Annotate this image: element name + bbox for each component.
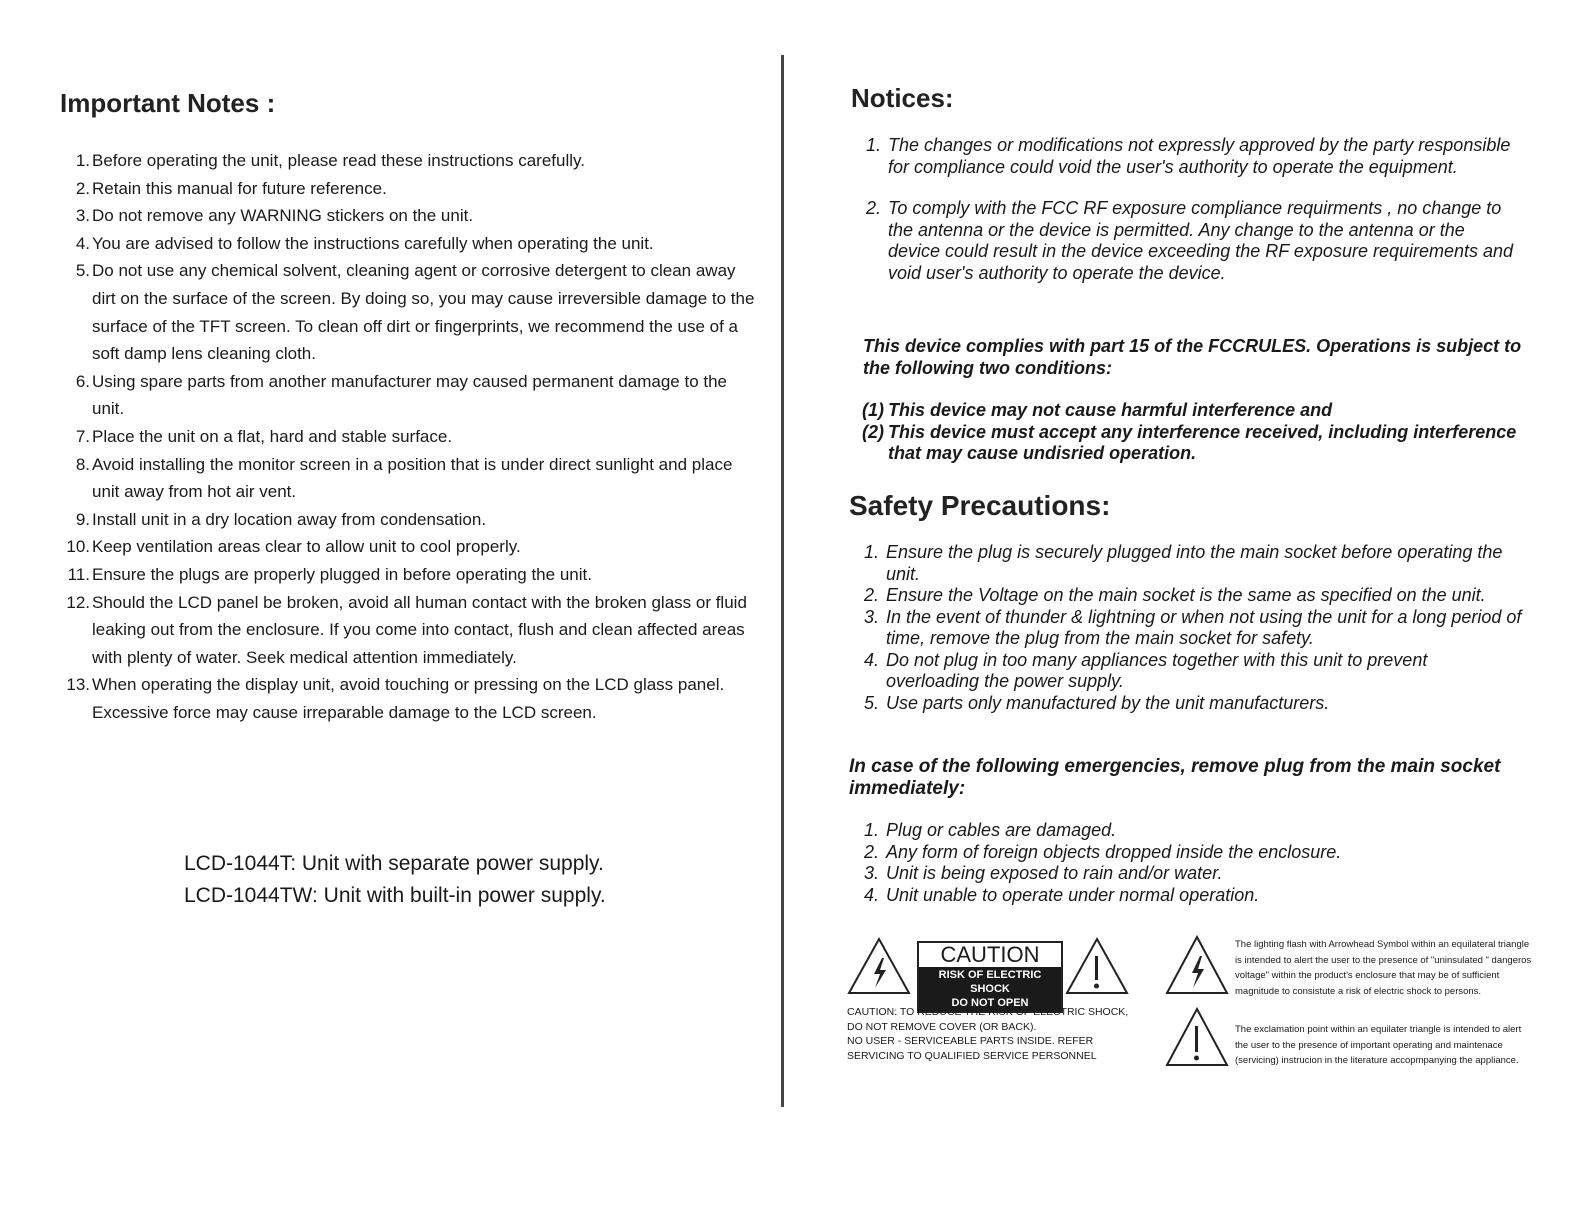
model-1: LCD-1044T: Unit with separate power supply.: [184, 852, 604, 875]
item-number: 6.: [75, 371, 90, 391]
caution-line: SERVICING TO QUALIFIED SERVICE PERSONNEL: [847, 1049, 1097, 1062]
item-text: When operating the display unit, avoid touching or pressing on the LCD glass panel. Excessive force may cause irreparable damage to the LCD screen.: [92, 675, 725, 722]
note-item: [62, 175, 762, 203]
notices-list: [866, 135, 1516, 284]
item-number: 1.: [864, 542, 880, 562]
note-item: [62, 451, 762, 506]
caution-label: [917, 941, 1063, 1013]
item-text: Ensure the Voltage on the main socket is the same as specified on the unit.: [886, 585, 1486, 605]
item-text: Use parts only manufactured by the unit manufacturers.: [886, 692, 1330, 713]
lightning-triangle-icon: [846, 936, 912, 996]
item-text: Unit is being exposed to rain and/or water.: [886, 863, 1223, 883]
emergency-item: [864, 885, 1524, 907]
emergency-item: [864, 863, 1524, 885]
item-number: 4.: [864, 884, 880, 905]
emergency-item: [864, 820, 1524, 842]
item-text: Keep ventilation areas clear to allow unit to cool properly.: [92, 537, 521, 557]
note-item: [62, 202, 762, 230]
note-item: [62, 561, 762, 589]
item-text: Before operating the unit, please read these instructions carefully.: [92, 151, 585, 170]
lightning-symbol-text: The lighting flash with Arrowhead Symbol within an equilateral triangle is intended to alert the user to the presence of "uninsulated " dangeros voltage" within the product's enclosure that may be of sufficient magnitude to consistute a risk of electric shock to persons.: [1235, 939, 1532, 997]
notice-item: [866, 135, 1516, 178]
item-text: Do not plug in too many appliances together with this unit to prevent overloading the power supply.: [886, 649, 1428, 691]
item-number: 12.: [66, 592, 90, 612]
item-number: 2.: [864, 585, 880, 605]
page-divider: [781, 55, 784, 1107]
conditions-list: [862, 400, 1522, 465]
caution-sub2: DO NOT OPEN: [951, 997, 1029, 1009]
safety-item: [864, 693, 1524, 715]
item-text: The changes or modifications not expressly approved by the party responsible for compliance could void the user's authority to operate the equipment.: [888, 135, 1511, 177]
item-text: Do not use any chemical solvent, cleaning agent or corrosive detergent to clean away dirt on the surface of the screen. By doing so, you may cause irreversible damage to the surface of the TFT screen. To clean off dirt or fingerprints, we recommend the use of a soft damp lens cleaning cloth.: [92, 261, 755, 364]
lightning-triangle-icon: [1164, 934, 1230, 996]
item-number: 8.: [75, 454, 90, 474]
item-number: 5.: [864, 692, 880, 713]
item-number: 4.: [75, 233, 90, 253]
item-text: Place the unit on a flat, hard and stable surface.: [92, 426, 453, 446]
item-number: 2.: [75, 178, 90, 198]
item-number: (1): [862, 400, 884, 420]
item-text: Install unit in a dry location away from condensation.: [92, 509, 487, 529]
note-item: [62, 230, 762, 258]
note-item: [62, 368, 762, 423]
fcc-statement: This device complies with part 15 of the FCCRULES. Operations is subject to the following two conditions:: [863, 336, 1522, 378]
item-number: 1.: [75, 151, 90, 170]
caution-line: NO USER - SERVICEABLE PARTS INSIDE. REFER: [847, 1035, 1094, 1047]
exclamation-triangle-icon: [1064, 936, 1130, 996]
item-number: 5.: [75, 261, 90, 281]
caution-line: CAUTION: TO REDUCE THE RISK OF ELECTRIC SHOCK,: [847, 1006, 1129, 1018]
safety-list: [864, 542, 1524, 714]
item-text: Plug or cables are damaged.: [886, 820, 1117, 840]
exclamation-symbol-text: The exclamation point within an equilater triangle is intended to alert the user to the presence of important operating and maintenace (servicing) instrucion in the literature accopmpanying the appliance.: [1235, 1024, 1522, 1066]
notice-item: [866, 198, 1516, 284]
caution-line: DO NOT REMOVE COVER (OR BACK).: [847, 1020, 1037, 1033]
notices-title: Notices:: [851, 83, 954, 113]
caution-sub1: RISK OF ELECTRIC SHOCK: [938, 969, 1042, 995]
item-text: This device may not cause harmful interference and: [888, 400, 1333, 420]
item-number: 13.: [66, 675, 90, 695]
item-number: 4.: [864, 649, 880, 670]
caution-text: [847, 1005, 1128, 1063]
condition-item: [862, 400, 1522, 422]
item-number: 3.: [75, 206, 90, 226]
item-number: 1.: [864, 820, 880, 840]
item-text: Do not remove any WARNING stickers on the unit.: [92, 206, 474, 226]
exclamation-triangle-icon: [1164, 1006, 1230, 1068]
safety-title: Safety Precautions:: [849, 490, 1111, 521]
item-number: 9.: [75, 509, 90, 529]
item-number: 2.: [864, 841, 880, 862]
item-text: Should the LCD panel be broken, avoid all human contact with the broken glass or fluid leaking out from the enclosure. If you come into contact, flush and clean affected areas with plenty of water. Seek medical attention immediately.: [92, 592, 747, 667]
item-text: Using spare parts from another manufacturer may caused permanent damage to the unit.: [92, 371, 728, 419]
item-text: This device must accept any interference received, including interference that may cause undisried operation.: [888, 421, 1517, 463]
item-text: In the event of thunder & lightning or when not using the unit for a long period of time, remove the plug from the main socket for safety.: [886, 606, 1522, 648]
emergency-title: In case of the following emergencies, remove plug from the main socket immediately:: [849, 756, 1501, 799]
item-number: 2.: [866, 198, 882, 218]
item-text: Any form of foreign objects dropped inside the enclosure.: [886, 841, 1342, 862]
item-text: You are advised to follow the instructions carefully when operating the unit.: [92, 233, 654, 253]
item-number: 11.: [67, 564, 90, 584]
item-number: 3.: [864, 606, 880, 627]
item-number: 7.: [75, 426, 90, 446]
note-item: [62, 147, 762, 175]
item-number: 10.: [66, 537, 90, 557]
safety-item: [864, 542, 1524, 585]
model-list: [184, 848, 606, 912]
item-text: Retain this manual for future reference.: [92, 178, 387, 198]
emergency-item: [864, 842, 1524, 864]
item-number: 1.: [866, 135, 882, 155]
model-2: LCD-1044TW: Unit with built-in power supply.: [184, 884, 606, 907]
note-item: [62, 671, 762, 726]
item-number: 3.: [864, 863, 880, 883]
caution-heading: CAUTION: [940, 942, 1040, 967]
safety-item: [864, 585, 1524, 607]
safety-item: [864, 650, 1524, 693]
important-notes-list: [62, 147, 762, 726]
item-text: Ensure the plugs are properly plugged in before operating the unit.: [92, 564, 592, 584]
note-item: [62, 257, 762, 367]
note-item: [62, 589, 762, 672]
item-text: To comply with the FCC RF exposure compliance requirments , no change to the antenna or the device is permitted. Any change to the antenna or the device could result in the device exceeding the RF exposure requirements and void user's authority to operate the device.: [888, 198, 1514, 283]
note-item: [62, 533, 762, 561]
item-text: Avoid installing the monitor screen in a position that is under direct sunlight and place unit away from hot air vent.: [92, 454, 733, 502]
important-notes-title: Important Notes :: [60, 88, 276, 118]
item-number: (2): [862, 421, 884, 442]
item-text: Ensure the plug is securely plugged into the main socket before operating the unit.: [886, 542, 1503, 584]
condition-item: [862, 422, 1522, 465]
note-item: [62, 506, 762, 534]
note-item: [62, 423, 762, 451]
safety-item: [864, 607, 1524, 650]
emergency-list: [864, 820, 1524, 906]
item-text: Unit unable to operate under normal operation.: [886, 884, 1260, 905]
